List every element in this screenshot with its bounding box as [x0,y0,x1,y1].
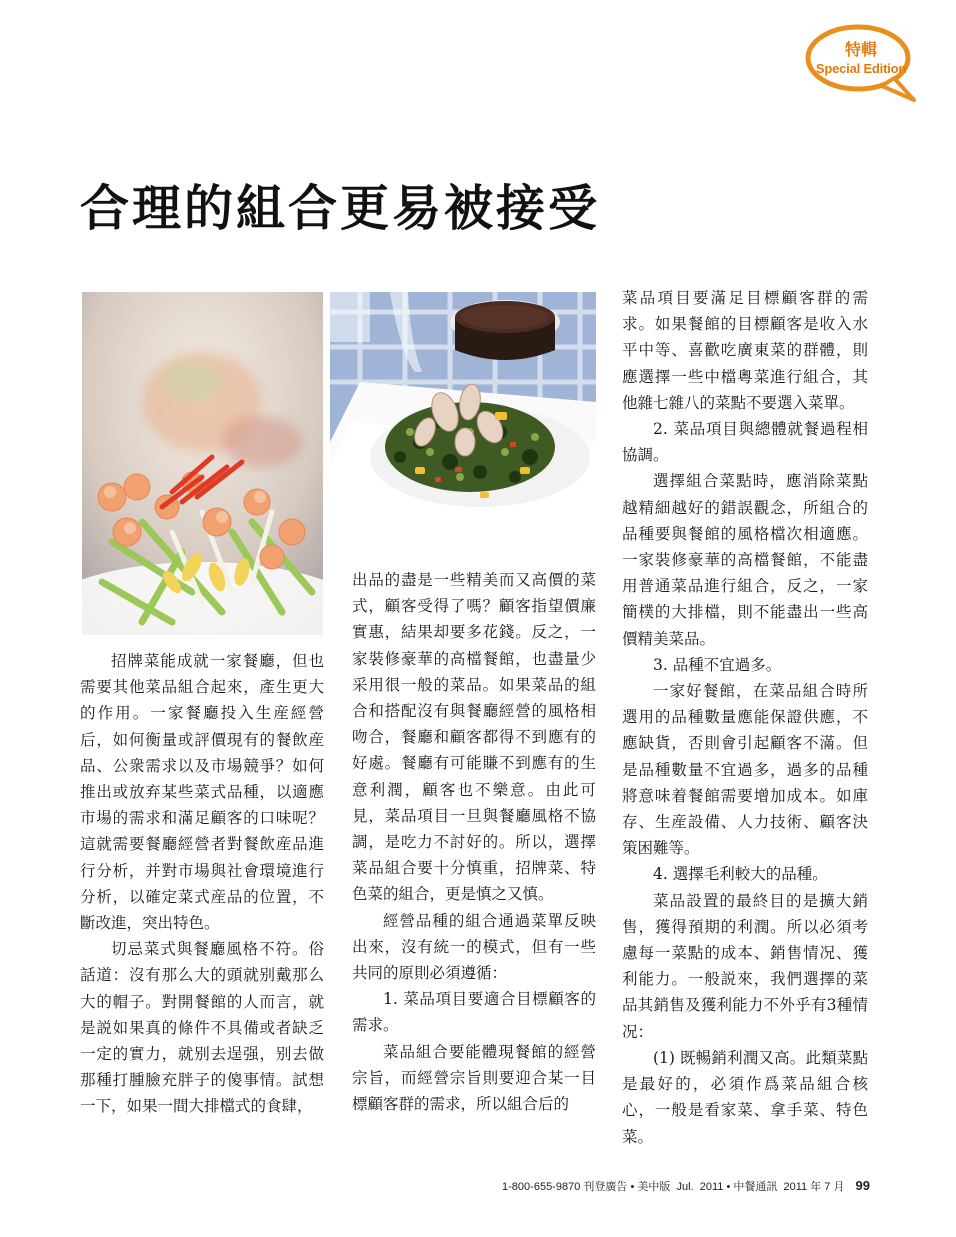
paragraph: 一家好餐館，在菜品組合時所選用的品種數量應能保證供應，不應缺貨，否則會引起顧客不滿。但是品種數量不宜過多，過多的品種將意味着餐館需要增加成本。如庫存、生産設備、人力技術、顧客決策困難等。 [622,682,868,858]
footer-separator: • [726,1181,731,1193]
footer-phone: 1-800-655-9870 [502,1181,581,1193]
footer-month: Jul. [676,1181,694,1193]
special-edition-badge [802,20,920,104]
paragraph: 招牌菜能成就一家餐廳，但也需要其他菜品組合起來，產生更大的作用。一家餐廳投入生産經營后，如何衡量或評價現有的餐飲産品、公衆需求以及市場競爭？如何推出或放弃某些菜式品種，以適應市場的需求和滿足顧客的口味呢？這就需要餐廳經營者對餐飲産品進行分析，并對市場與社會環境進行分析，以確定菜式産品的位置，不斷改進，突出特色。 [80,652,324,933]
page-footer [460,1178,870,1194]
article-title: 合理的組合更易被接受 [80,179,601,237]
section-heading: 4. 選擇毛利較大的品種。 [653,865,828,884]
paragraph: (1) 既暢銷利潤又高。此類菜點是最好的，必須作爲菜品組合核心，一般是看家菜、拿手菜、特色菜。 [622,1048,868,1146]
footer-separator: • [630,1181,635,1193]
badge-label-en: Special Edition [815,61,907,76]
footer-year: 2011 [699,1181,724,1193]
footer-date: 2011 年 7 月 [783,1181,845,1193]
paragraph: 菜品組合要能體現餐館的經營宗旨，而經營宗旨則要迎合某一目標顧客群的需求，所以組合后的 [352,1042,596,1114]
article-column-2 [352,567,596,1117]
section-heading: 1. 菜品項目要適合目標顧客的需求。 [352,990,596,1035]
paragraph: 菜品項目要滿足目標顧客群的需求。如果餐館的目標顧客是收入水平中等、喜歡吃廣東菜的群體，則應選擇一些中檔粵菜進行組合，其他雜七雜八的菜點不要選入菜單。 [622,289,868,412]
paragraph: 菜品設置的最終目的是擴大銷售，獲得預期的利潤。所以必須考慮每一菜點的成本、銷售情况、獲利能力。一般説來，我們選擇的菜品其銷售及獲利能力不外乎有3種情况： [622,891,868,1041]
badge-label-zh: 特輯 [844,40,877,59]
paragraph: 切忌菜式與餐廳風格不符。俗話道：沒有那么大的頭就别戴那么大的帽子。對開餐館的人而言，就是説如果真的條件不具備或者缺乏一定的實力，就别去逞强，别去做那種打腫臉充胖子的傻事情。試想一下，如果一間大排檔式的食肆， [80,940,324,1116]
stir-fry-dish-photo [330,292,596,558]
page-number: 99 [855,1178,870,1193]
shrimp-salad-photo [82,292,323,635]
paragraph: 經營品種的組合通過菜單反映出來，沒有統一的模式，但有一些共同的原則必須遵循： [352,911,596,983]
paragraph: 出品的盡是一些精美而又高價的菜式，顧客受得了嗎？顧客指望價廉實惠，結果却要多花錢。反之，一家裝修豪華的高檔餐館，也盡量少采用很一般的菜品。如果菜品的組合和搭配沒有與餐廳經營的風格相吻合，餐廳和顧客都得不到應有的好處。餐廳有可能賺不到應有的生意利潤，顧客也不樂意。由此可見，菜品項目一旦與餐廳風格不協調，是吃力不討好的。所以，選擇菜品組合要十分慎重，招牌菜、特色菜的組合，更是慎之又慎。 [352,571,596,904]
section-heading: 2. 菜品項目與總體就餐過程相協調。 [622,420,868,465]
footer-ad-label: 刊登廣告 [583,1181,628,1193]
section-heading: 3. 品種不宜過多。 [653,655,782,674]
footer-publication: 中餐通訊 [733,1181,778,1193]
footer-edition: 美中版 [637,1181,671,1193]
article-column-1 [80,648,324,1120]
paragraph: 選擇組合菜點時，應消除菜點越精細越好的錯誤觀念，所組合的品種要與餐館的風格檔次相適應。一家裝修豪華的高檔餐館，不能盡用普通菜品進行組合，反之，一家簡樸的大排檔，則不能盡出一些高價精美菜品。 [622,472,868,648]
article-column-3 [622,285,868,1150]
